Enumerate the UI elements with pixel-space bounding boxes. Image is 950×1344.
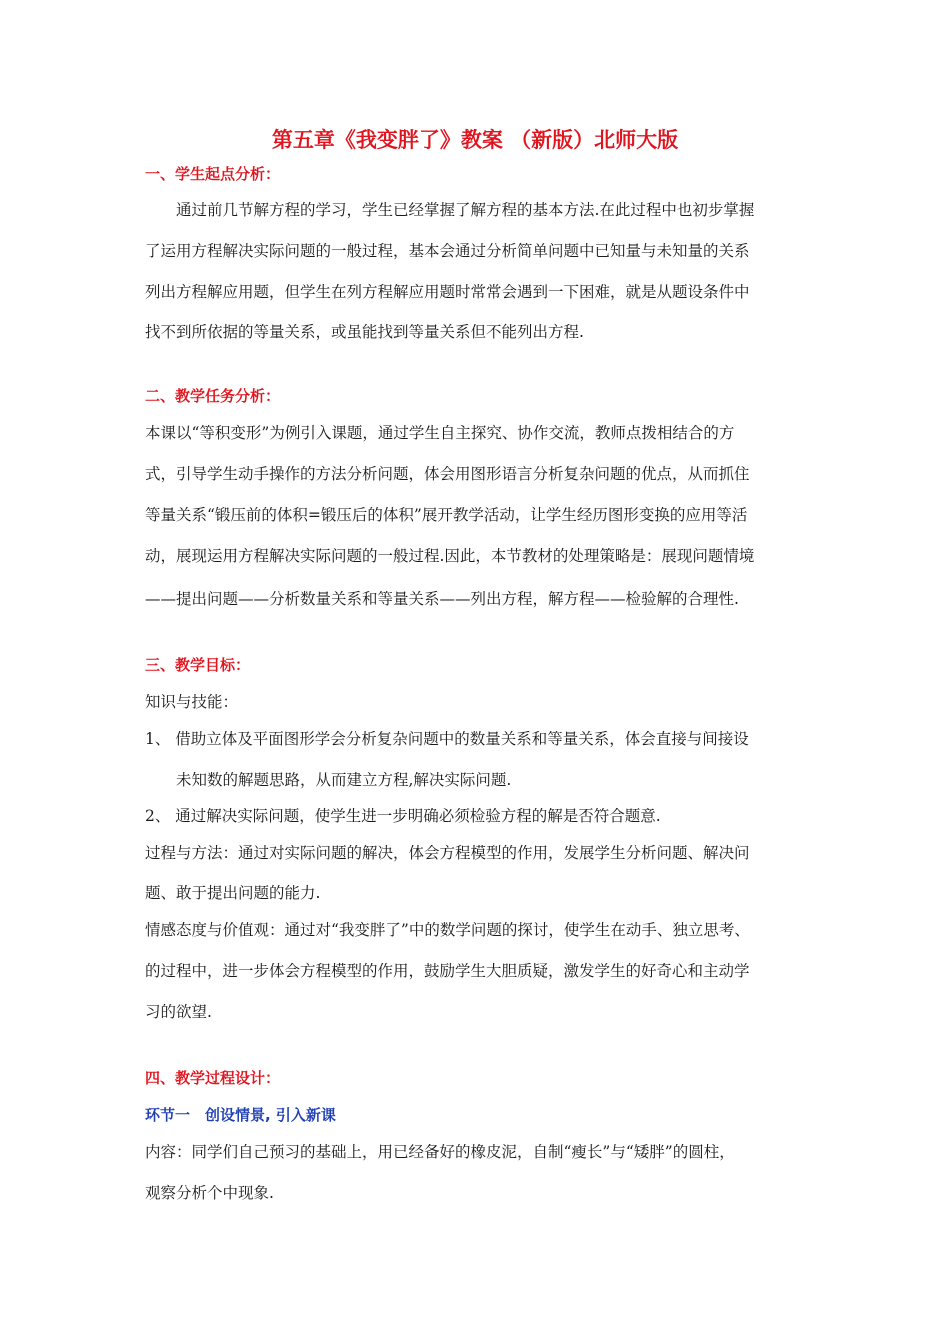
paragraph-line: 本课以“等积变形”为例引入课题，通过学生自主探究、协作交流，教师点拨相结合的方 bbox=[145, 424, 735, 442]
section-heading-1: 一、学生起点分析： bbox=[145, 165, 281, 183]
paragraph-line: 知识与技能： bbox=[145, 693, 239, 711]
paragraph-line: 的过程中，进一步体会方程模型的作用，鼓励学生大胆质疑，激发学生的好奇心和主动学 bbox=[145, 962, 750, 980]
paragraph-line: 列出方程解应用题，但学生在列方程解应用题时常常会遇到一下困难，就是从题设条件中 bbox=[145, 283, 750, 301]
paragraph-line: 动，展现运用方程解决实际问题的一般过程.因此，本节教材的处理策略是：展现问题情境 bbox=[145, 547, 755, 565]
paragraph-line: 式，引导学生动手操作的方法分析问题，体会用图形语言分析复杂问题的优点，从而抓住 bbox=[145, 465, 750, 483]
paragraph-line: 找不到所依据的等量关系，或虽能找到等量关系但不能列出方程. bbox=[145, 323, 584, 341]
list-item: 2、 通过解决实际问题，使学生进一步明确必须检验方程的解是否符合题意. bbox=[145, 807, 661, 825]
paragraph-line: 等量关系“锻压前的体积=锻压后的体积”展开教学活动，让学生经历图形变换的应用等活 bbox=[145, 506, 748, 524]
paragraph-line: 情感态度与价值观：通过对“我变胖了”中的数学问题的探讨，使学生在动手、独立思考、 bbox=[145, 921, 750, 939]
list-item-continuation: 未知数的解题思路，从而建立方程,解决实际问题. bbox=[176, 771, 512, 789]
sub-heading: 环节一 创设情景, 引入新课 bbox=[145, 1106, 336, 1124]
paragraph-line: 过程与方法：通过对实际问题的解决，体会方程模型的作用，发展学生分析问题、解决问 bbox=[145, 844, 750, 862]
paragraph-line: 观察分析个中现象. bbox=[145, 1184, 274, 1202]
section-heading-3: 三、教学目标： bbox=[145, 656, 251, 674]
section-heading-2: 二、教学任务分析： bbox=[145, 387, 281, 405]
document-title: 第五章《我变胖了》教案 （新版）北师大版 bbox=[271, 128, 679, 152]
paragraph-line: 内容：同学们自己预习的基础上，用已经备好的橡皮泥，自制“瘦长”与“矮胖”的圆柱， bbox=[145, 1143, 735, 1161]
list-item: 1、 借助立体及平面图形学会分析复杂问题中的数量关系和等量关系，体会直接与间接设 bbox=[145, 730, 749, 748]
section-heading-4: 四、教学过程设计： bbox=[145, 1069, 281, 1087]
paragraph-line: ——提出问题——分析数量关系和等量关系——列出方程，解方程——检验解的合理性. bbox=[145, 590, 739, 608]
paragraph-line: 习的欲望. bbox=[145, 1003, 212, 1021]
paragraph-line: 题、敢于提出问题的能力. bbox=[145, 884, 321, 902]
paragraph-line: 通过前几节解方程的学习，学生已经掌握了解方程的基本方法.在此过程中也初步掌握 bbox=[176, 201, 755, 219]
paragraph-line: 了运用方程解决实际问题的一般过程，基本会通过分析简单问题中已知量与未知量的关系 bbox=[145, 242, 750, 260]
